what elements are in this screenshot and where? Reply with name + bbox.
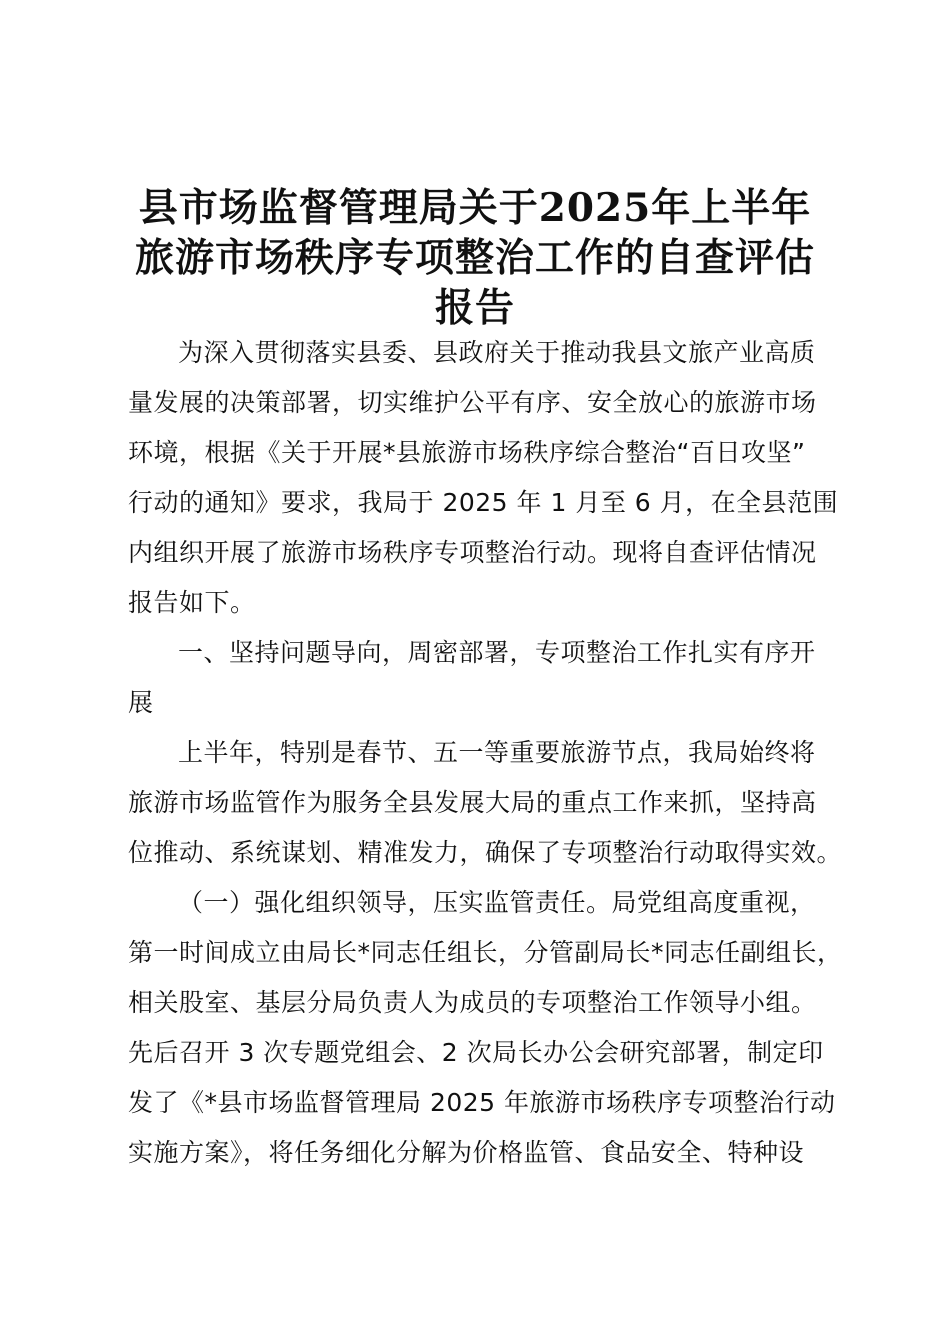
text-line: 行动的通知》要求，我局于 2025 年 1 月至 6 月，在全县范围 [128, 488, 839, 517]
text-line: 量发展的决策部署，切实维护公平有序、安全放心的旅游市场 [128, 388, 817, 417]
text-line: 内组织开展了旅游市场秩序专项整治行动。现将自查评估情况 [128, 538, 817, 567]
text-line: 先后召开 3 次专题党组会、2 次局长办公会研究部署，制定印 [128, 1038, 824, 1067]
text-line: 发了《*县市场监督管理局 2025 年旅游市场秩序专项整治行动 [128, 1088, 836, 1117]
document-title-line-2: 旅游市场秩序专项整治工作的自查评估 [134, 235, 815, 281]
section-heading-line: 一、坚持问题导向，周密部署，专项整治工作扎实有序开 [178, 638, 816, 667]
document-title-line-1: 县市场监督管理局关于2025年上半年 [138, 185, 812, 231]
text-line: 第一时间成立由局长*同志任组长，分管副局长*同志任副组长， [128, 938, 843, 967]
text-line: （一）强化组织领导，压实监管责任。局党组高度重视， [178, 888, 816, 917]
document-title-line-3: 报告 [434, 285, 515, 331]
text-line: 为深入贯彻落实县委、县政府关于推动我县文旅产业高质 [178, 338, 816, 367]
text-line: 环境，根据《关于开展*县旅游市场秩序综合整治“百日攻坚” [128, 438, 806, 467]
text-line: 报告如下。 [128, 588, 256, 617]
section-heading-line: 展 [128, 688, 154, 717]
text-line: 旅游市场监管作为服务全县发展大局的重点工作来抓，坚持高 [128, 788, 817, 817]
text-line: 实施方案》，将任务细化分解为价格监管、食品安全、特种设 [128, 1138, 805, 1167]
text-line: 相关股室、基层分局负责人为成员的专项整治工作领导小组。 [128, 988, 817, 1017]
text-line: 位推动、系统谋划、精准发力，确保了专项整治行动取得实效。 [128, 838, 843, 867]
text-line: 上半年，特别是春节、五一等重要旅游节点，我局始终将 [178, 738, 816, 767]
